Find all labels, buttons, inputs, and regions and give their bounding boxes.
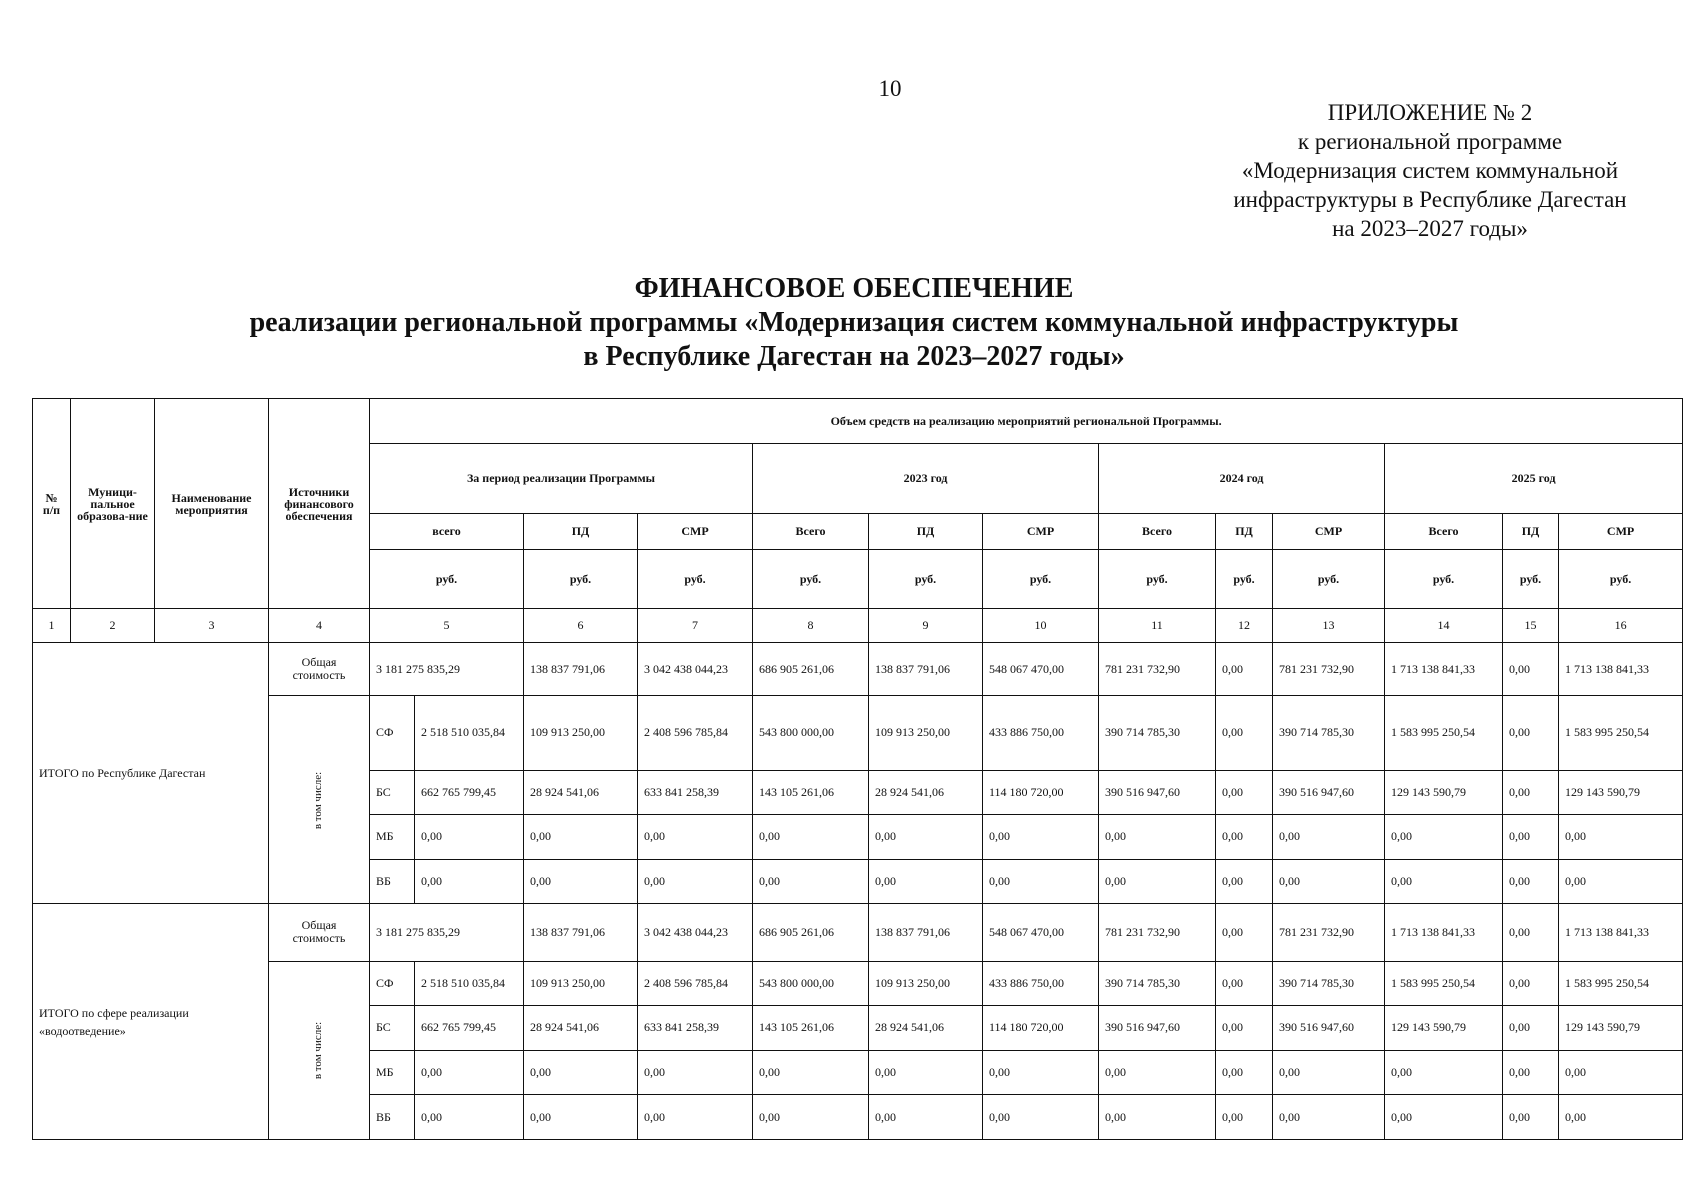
cell-value: 0,00 [524, 1095, 638, 1140]
column-number: 10 [983, 609, 1099, 643]
in-that-number-label: в том числе: [312, 1022, 325, 1080]
cell-value: 390 714 785,30 [1099, 696, 1216, 770]
cell-value: 0,00 [1273, 1095, 1385, 1140]
cell-value: 3 181 275 835,29 [370, 904, 524, 961]
cell-value: 0,00 [638, 1095, 753, 1140]
cell-value: 633 841 258,39 [638, 770, 753, 815]
cell-value: 0,00 [869, 859, 983, 904]
header-period: За период реализации Программы [370, 443, 753, 513]
cell-value: 0,00 [1216, 1050, 1273, 1095]
appendix-line: «Модернизация систем коммунальной [1241, 158, 1619, 183]
cell-value: 548 067 470,00 [983, 643, 1099, 696]
cell-value: 114 180 720,00 [983, 770, 1099, 815]
cell-value: 3 042 438 044,23 [638, 643, 753, 696]
cell-value: 0,00 [1099, 1050, 1216, 1095]
cell-value: 0,00 [753, 1050, 869, 1095]
header-subcolumn: ПД [1503, 513, 1559, 549]
cell-value: 129 143 590,79 [1385, 770, 1503, 815]
cell-value: 543 800 000,00 [753, 961, 869, 1006]
cell-value: 0,00 [1503, 859, 1559, 904]
source-code: МБ [370, 815, 415, 860]
cell-value: 686 905 261,06 [753, 904, 869, 961]
header-period: 2025 год [1385, 443, 1683, 513]
cell-value: 662 765 799,45 [415, 770, 524, 815]
cell-value: 2 518 510 035,84 [415, 961, 524, 1006]
title-main: ФИНАНСОВОЕ ОБЕСПЕЧЕНИЕ [634, 273, 1074, 304]
source-code: МБ [370, 1050, 415, 1095]
cell-value: 2 408 596 785,84 [638, 961, 753, 1006]
cell-value: 390 516 947,60 [1099, 1006, 1216, 1051]
cell-value: 0,00 [753, 859, 869, 904]
header-unit: руб. [1385, 549, 1503, 608]
cell-value: 1 583 995 250,54 [1385, 961, 1503, 1006]
header-subcolumn: всего [370, 513, 524, 549]
cell-value: 0,00 [1273, 1050, 1385, 1095]
header-subcolumn: СМР [638, 513, 753, 549]
header-unit: руб. [1273, 549, 1385, 608]
cell-value: 0,00 [1216, 1095, 1273, 1140]
header-subcolumn: ПД [524, 513, 638, 549]
cell-value: 0,00 [753, 815, 869, 860]
in-that-number-cell [269, 961, 370, 1139]
cell-value: 0,00 [1216, 1006, 1273, 1051]
cell-value: 0,00 [983, 1095, 1099, 1140]
cell-value: 0,00 [1216, 815, 1273, 860]
cell-value: 1 713 138 841,33 [1385, 904, 1503, 961]
appendix-line: на 2023–2027 годы» [1332, 216, 1528, 241]
cell-value: 781 231 732,90 [1099, 643, 1216, 696]
header-subcolumn: СМР [983, 513, 1099, 549]
header-volume: Объем средств на реализацию мероприятий региональной Программы. [370, 399, 1683, 444]
cell-value: 0,00 [983, 815, 1099, 860]
column-number: 6 [524, 609, 638, 643]
cell-value: 548 067 470,00 [983, 904, 1099, 961]
appendix-line: ПРИЛОЖЕНИЕ № 2 [1327, 100, 1533, 125]
column-number: 12 [1216, 609, 1273, 643]
cell-value: 1 713 138 841,33 [1559, 904, 1683, 961]
header-unit: руб. [1559, 549, 1683, 608]
cell-value: 0,00 [1559, 859, 1683, 904]
cell-value: 0,00 [1559, 815, 1683, 860]
cell-value: 390 516 947,60 [1273, 770, 1385, 815]
header-unit: руб. [1216, 549, 1273, 608]
source-code: СФ [370, 696, 415, 770]
header-unit: руб. [983, 549, 1099, 608]
cell-value: 1 713 138 841,33 [1559, 643, 1683, 696]
column-number: 16 [1559, 609, 1683, 643]
header-unit: руб. [753, 549, 869, 608]
cell-value: 0,00 [1385, 859, 1503, 904]
general-cost-label: Общая стоимость [269, 904, 370, 961]
cell-value: 0,00 [1503, 961, 1559, 1006]
cell-value: 0,00 [1503, 770, 1559, 815]
header-unit: руб. [524, 549, 638, 608]
cell-value: 1 713 138 841,33 [1385, 643, 1503, 696]
cell-value: 138 837 791,06 [524, 643, 638, 696]
cell-value: 28 924 541,06 [869, 770, 983, 815]
header-sources: Источники финансового обеспечения [269, 399, 370, 609]
cell-value: 28 924 541,06 [524, 770, 638, 815]
header-unit: руб. [638, 549, 753, 608]
cell-value: 0,00 [415, 1050, 524, 1095]
column-number: 7 [638, 609, 753, 643]
cell-value: 781 231 732,90 [1273, 904, 1385, 961]
header-subcolumn: Всего [1099, 513, 1216, 549]
header-subcolumn: Всего [753, 513, 869, 549]
column-number: 14 [1385, 609, 1503, 643]
cell-value: 0,00 [415, 1095, 524, 1140]
cell-value: 0,00 [1559, 1095, 1683, 1140]
cell-value: 143 105 261,06 [753, 1006, 869, 1051]
cell-value: 129 143 590,79 [1559, 770, 1683, 815]
cell-value: 0,00 [1385, 815, 1503, 860]
cell-value: 0,00 [1216, 859, 1273, 904]
header-municipality: Муници-пальное образова-ние [71, 399, 155, 609]
table-row [33, 961, 1683, 1006]
group-label: ИТОГО по Республике Дагестан [33, 643, 269, 904]
cell-value: 28 924 541,06 [524, 1006, 638, 1051]
title-line: реализации региональной программы «Модернизация систем коммунальной инфраструктуры [249, 307, 1459, 338]
header-subcolumn: ПД [1216, 513, 1273, 549]
cell-value: 686 905 261,06 [753, 643, 869, 696]
cell-value: 138 837 791,06 [524, 904, 638, 961]
source-code: БС [370, 1006, 415, 1051]
cell-value: 0,00 [1559, 1050, 1683, 1095]
cell-value: 109 913 250,00 [869, 961, 983, 1006]
cell-value: 2 408 596 785,84 [638, 696, 753, 770]
cell-value: 109 913 250,00 [524, 961, 638, 1006]
cell-value: 0,00 [1503, 643, 1559, 696]
cell-value: 0,00 [1099, 1095, 1216, 1140]
cell-value: 0,00 [983, 859, 1099, 904]
page-number: 10 [878, 76, 902, 101]
general-cost-label: Общая стоимость [269, 643, 370, 696]
cell-value: 138 837 791,06 [869, 904, 983, 961]
group-label: ИТОГО по сфере реализации «водоотведение» [33, 904, 269, 1140]
cell-value: 0,00 [1273, 815, 1385, 860]
cell-value: 3 042 438 044,23 [638, 904, 753, 961]
cell-value: 0,00 [1273, 859, 1385, 904]
cell-value: 662 765 799,45 [415, 1006, 524, 1051]
cell-value: 0,00 [638, 815, 753, 860]
cell-value: 781 231 732,90 [1099, 904, 1216, 961]
header-num: № п/п [33, 399, 71, 609]
cell-value: 3 181 275 835,29 [370, 643, 524, 696]
cell-value: 0,00 [1385, 1095, 1503, 1140]
cell-value: 0,00 [415, 859, 524, 904]
header-subcolumn: СМР [1273, 513, 1385, 549]
header-period: 2023 год [753, 443, 1099, 513]
cell-value: 129 143 590,79 [1559, 1006, 1683, 1051]
table-row [33, 696, 1683, 770]
source-code: БС [370, 770, 415, 815]
column-number: 5 [370, 609, 524, 643]
cell-value: 0,00 [1503, 904, 1559, 961]
cell-value: 0,00 [638, 859, 753, 904]
cell-value: 0,00 [1503, 815, 1559, 860]
cell-value: 109 913 250,00 [869, 696, 983, 770]
cell-value: 1 583 995 250,54 [1559, 696, 1683, 770]
cell-value: 0,00 [1216, 696, 1273, 770]
header-subcolumn: ПД [869, 513, 983, 549]
source-code: СФ [370, 961, 415, 1006]
cell-value: 0,00 [1503, 1050, 1559, 1095]
cell-value: 28 924 541,06 [869, 1006, 983, 1051]
cell-value: 129 143 590,79 [1385, 1006, 1503, 1051]
appendix-line: инфраструктуры в Республике Дагестан [1233, 187, 1627, 212]
header-subcolumn: СМР [1559, 513, 1683, 549]
in-that-number-cell [269, 696, 370, 904]
cell-value: 114 180 720,00 [983, 1006, 1099, 1051]
cell-value: 0,00 [524, 1050, 638, 1095]
header-period: 2024 год [1099, 443, 1385, 513]
cell-value: 390 516 947,60 [1273, 1006, 1385, 1051]
cell-value: 0,00 [1216, 643, 1273, 696]
appendix-block [1180, 98, 1680, 243]
cell-value: 2 518 510 035,84 [415, 696, 524, 770]
source-code: ВБ [370, 859, 415, 904]
cell-value: 0,00 [869, 1050, 983, 1095]
cell-value: 390 714 785,30 [1273, 961, 1385, 1006]
cell-value: 0,00 [753, 1095, 869, 1140]
cell-value: 0,00 [638, 1050, 753, 1095]
table-row [33, 904, 1683, 961]
column-number: 1 [33, 609, 71, 643]
cell-value: 0,00 [1216, 770, 1273, 815]
cell-value: 0,00 [1216, 904, 1273, 961]
cell-value: 781 231 732,90 [1273, 643, 1385, 696]
cell-value: 0,00 [524, 859, 638, 904]
cell-value: 0,00 [869, 1095, 983, 1140]
cell-value: 0,00 [1099, 815, 1216, 860]
cell-value: 138 837 791,06 [869, 643, 983, 696]
cell-value: 0,00 [869, 815, 983, 860]
header-unit: руб. [370, 549, 524, 608]
cell-value: 433 886 750,00 [983, 961, 1099, 1006]
cell-value: 390 714 785,30 [1273, 696, 1385, 770]
column-number: 8 [753, 609, 869, 643]
cell-value: 0,00 [1503, 696, 1559, 770]
cell-value: 1 583 995 250,54 [1385, 696, 1503, 770]
in-that-number-label: в том числе: [312, 771, 325, 829]
cell-value: 109 913 250,00 [524, 696, 638, 770]
cell-value: 0,00 [1216, 961, 1273, 1006]
column-number: 11 [1099, 609, 1216, 643]
header-subcolumn: Всего [1385, 513, 1503, 549]
cell-value: 143 105 261,06 [753, 770, 869, 815]
cell-value: 0,00 [524, 815, 638, 860]
cell-value: 633 841 258,39 [638, 1006, 753, 1051]
column-number: 4 [269, 609, 370, 643]
title-line: в Республике Дагестан на 2023–2027 годы» [583, 341, 1125, 372]
header-event: Наименование мероприятия [155, 399, 269, 609]
column-number: 2 [71, 609, 155, 643]
cell-value: 543 800 000,00 [753, 696, 869, 770]
appendix-line: к региональной программе [1297, 129, 1563, 154]
cell-value: 1 583 995 250,54 [1559, 961, 1683, 1006]
cell-value: 0,00 [1385, 1050, 1503, 1095]
column-number: 9 [869, 609, 983, 643]
cell-value: 0,00 [1099, 859, 1216, 904]
column-number: 13 [1273, 609, 1385, 643]
cell-value: 0,00 [983, 1050, 1099, 1095]
cell-value: 0,00 [1503, 1095, 1559, 1140]
cell-value: 390 714 785,30 [1099, 961, 1216, 1006]
header-unit: руб. [869, 549, 983, 608]
column-number: 15 [1503, 609, 1559, 643]
document-title [0, 272, 1708, 374]
cell-value: 433 886 750,00 [983, 696, 1099, 770]
cell-value: 0,00 [1503, 1006, 1559, 1051]
header-unit: руб. [1099, 549, 1216, 608]
cell-value: 0,00 [415, 815, 524, 860]
cell-value: 390 516 947,60 [1099, 770, 1216, 815]
source-code: ВБ [370, 1095, 415, 1140]
financing-table [32, 398, 1683, 1140]
table-row [33, 643, 1683, 696]
column-number: 3 [155, 609, 269, 643]
header-unit: руб. [1503, 549, 1559, 608]
